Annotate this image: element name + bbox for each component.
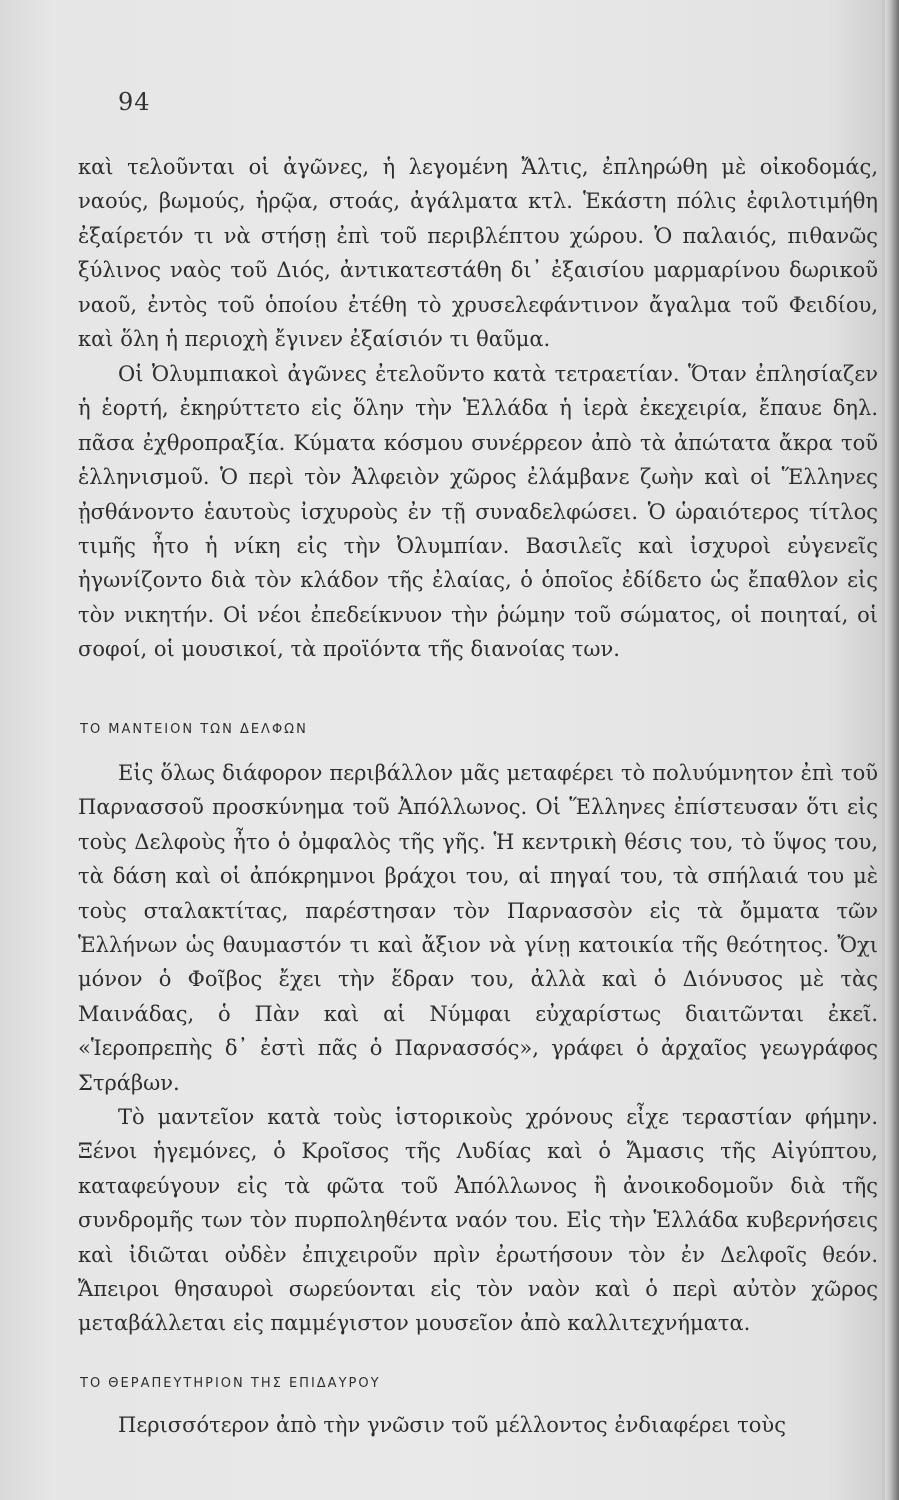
section-heading-delphi: ΤΟ ΜΑΝΤΕΙΟΝ ΤΩΝ ΔΕΛΦΩΝ xyxy=(80,722,308,737)
paragraph-olympic-games: Οἱ Ὀλυμπιακοὶ ἀγῶνες ἐτελοῦντο κατὰ τετραετίαν. Ὅταν ἐπλησίαζεν ἡ ἑορτή, ἐκηρύττετο εἰς ὅλην τὴν Ἑλλάδα ἡ ἱερὰ ἐκεχειρία, ἔπαυε δηλ. πᾶσα ἐχθροπραξία. Κύματα κόσμου συνέρρεον ἀπὸ τὰ ἀπώτατα ἄκρα τοῦ ἑλληνισμοῦ. Ὁ περὶ τὸν Ἀλφειὸν χῶρος ἐλάμβανε ζωὴν καὶ οἱ Ἕλληνες ᾐσθάνοντο ἑαυτοὺς ἰσχυροὺς ἐν τῇ συναδελφώσει. Ὁ ὡραιότερος τίτλος τιμῆς ἦτο ἡ νίκη εἰς τὴν Ὀλυμπίαν. Βασιλεῖς καὶ ἰσχυροὶ εὐγενεῖς ἠγωνίζοντο διὰ τὸν κλάδον τῆς ἐλαίας, ὁ ὁποῖος ἐδίδετο ὡς ἔπαθλον εἰς τὸν νικητήν. Οἱ νέοι ἐπεδείκνυον τὴν ῥώμην τοῦ σώματος, οἱ ποιηταί, οἱ σοφοί, οἱ μουσικοί, τὰ προϊόντα τῆς διανοίας των. xyxy=(78,362,878,662)
paragraph-delphi-oracle: Τὸ μαντεῖον κατὰ τοὺς ἱστορικοὺς χρόνους εἶχε τεραστίαν φήμην. Ξένοι ἡγεμόνες, ὁ Κροῖσος τῆς Λυδίας καὶ ὁ Ἄμασις τῆς Αἰγύπτου, καταφεύγουν εἰς τὰ φῶτα τοῦ Ἀπόλλωνος ἢ ἀνοικοδομοῦν διὰ τῆς συνδρομῆς των τὸν πυρποληθέντα ναόν του. Εἰς τὴν Ἑλλάδα κυβερνήσεις καὶ ἰδιῶται οὐδὲν ἐπιχειροῦν πρὶν ἐρωτήσουν τὸν ἐν Δελφοῖς θεόν. Ἄπειροι θησαυροὶ σωρεύονται εἰς τὸν ναὸν καὶ ὁ περὶ αὐτὸν χῶρος μεταβάλλεται εἰς παμμέγιστον μουσεῖον ἀπὸ καλλιτεχνήματα. xyxy=(78,1105,878,1336)
paragraph-olympia-continued: καὶ τελοῦνται οἱ ἀγῶνες, ἡ λεγομένη Ἄλτις, ἐπληρώθη μὲ οἰκοδομάς, ναούς, βωμούς, ἡρῷα, στοάς, ἀγάλματα κτλ. Ἑκάστη πόλις ἐφιλοτιμήθη ἐξαίρετόν τι νὰ στήσῃ ἐπὶ τοῦ περιβλέπτου χώρου. Ὁ παλαιός, πιθανῶς ξύλινος ναὸς τοῦ Διός, ἀντικατεστάθη δι᾽ ἐξαισίου μαρμαρίνου δωρικοῦ ναοῦ, ἐντὸς τοῦ ὁποίου ἐτέθη τὸ χρυσελεφάντινον ἄγαλμα τοῦ Φειδίου, καὶ ὅλη ἡ περιοχὴ ἔγινεν ἐξαίσιόν τι θαῦμα. xyxy=(78,155,878,352)
paragraph-epidaurus: Περισσότερον ἀπὸ τὴν γνῶσιν τοῦ μέλλοντος ἐνδιαφέρει τοὺς xyxy=(118,1413,786,1437)
section-heading-epidaurus: ΤΟ ΘΕΡΑΠΕΥΤΗΡΙΟΝ ΤΗΣ ΕΠΙΔΑΥΡΟΥ xyxy=(80,1376,381,1391)
page-number: 94 xyxy=(118,88,151,116)
page-edge-shadow xyxy=(885,0,899,1500)
paragraph-delphi-sanctuary: Εἰς ὅλως διάφορον περιβάλλον μᾶς μεταφέρει τὸ πολυύμνητον ἐπὶ τοῦ Παρνασσοῦ προσκύνημα τοῦ Ἀπόλλωνος. Οἱ Ἕλληνες ἐπίστευσαν ὅτι εἰς τοὺς Δελφοὺς ἦτο ὁ ὀμφαλὸς τῆς γῆς. Ἡ κεντρικὴ θέσις του, τὸ ὕψος του, τὰ δάση καὶ οἱ ἀπόκρημνοι βράχοι του, αἱ πηγαί του, τὰ σπήλαιά του μὲ τοὺς σταλακτίτας, παρέστησαν τὸν Παρνασσὸν εἰς τὰ ὄμματα τῶν Ἑλλήνων ὡς θαυμαστόν τι καὶ ἄξιον νὰ γίνῃ κατοικία τῆς θεότητος. Ὄχι μόνον ὁ Φοῖβος ἔχει τὴν ἕδραν του, ἀλλὰ καὶ ὁ Διόνυσος μὲ τὰς Μαινάδας, ὁ Πὰν καὶ αἱ Νύμφαι εὐχαρίστως διαιτῶνται ἐκεῖ. «Ἱεροπρεπὴς δ᾽ ἐστὶ πᾶς ὁ Παρνασσός», γράφει ὁ ἀρχαῖος γεωγράφος Στράβων. xyxy=(78,761,878,1095)
